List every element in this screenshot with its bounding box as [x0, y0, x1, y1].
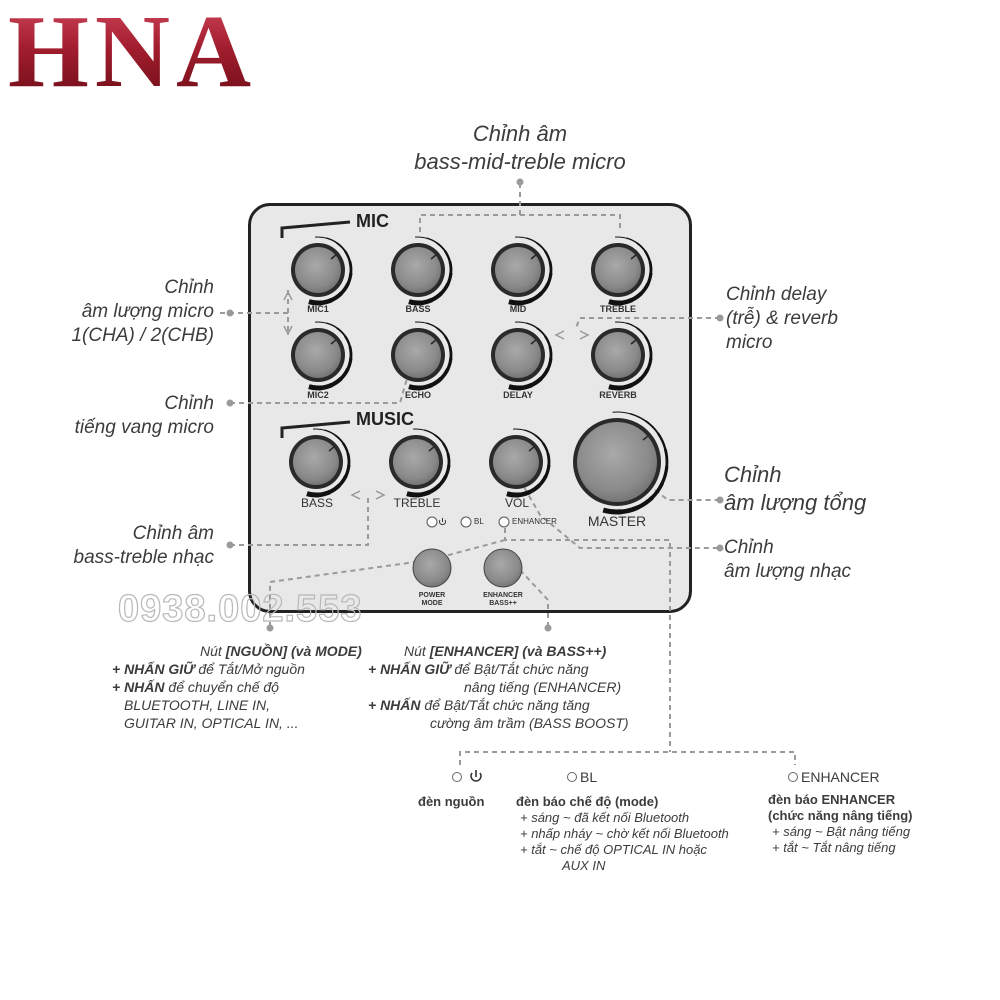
- knob-label-mid: MID: [509, 304, 527, 314]
- annotation-line: Chỉnh âm: [132, 523, 214, 544]
- led-label-bl: BL: [474, 517, 484, 526]
- annotation-line: âm lượng nhạc: [724, 561, 852, 582]
- knob-label-bass: BASS: [405, 304, 431, 314]
- legend-item: + sáng ~ Bật nâng tiếng: [772, 824, 911, 839]
- button-label-line: BASS++: [489, 600, 517, 607]
- power-icon: [439, 518, 445, 525]
- enhancer-bass-label: [473, 592, 533, 608]
- legend-power-label: đèn nguồn: [418, 794, 485, 809]
- legend-enhancer-label: đèn báo ENHANCER: [768, 792, 896, 807]
- button-label-line: ENHANCER: [483, 592, 523, 599]
- annotation-line: Chỉnh delay: [726, 284, 827, 305]
- legend-bl: [516, 794, 776, 874]
- legend-bl-led: [568, 773, 577, 782]
- desc-text: để chuyển chế độ: [164, 679, 279, 695]
- power-led: [427, 517, 437, 527]
- mid-knob[interactable]: [491, 237, 551, 303]
- legend-enhancer-sub: (chức năng nâng tiếng): [768, 808, 913, 823]
- knob-label-echo: ECHO: [404, 390, 431, 400]
- legend-enhancer-led: [789, 773, 798, 782]
- master-knob[interactable]: [573, 412, 667, 512]
- desc-title: [ENHANCER] (và BASS++): [429, 643, 607, 659]
- mic1-knob[interactable]: [291, 237, 351, 303]
- mic-section-title: MIC: [356, 211, 389, 231]
- legend-enhancer: [768, 792, 968, 856]
- legend-item: + tắt ~ Tắt nâng tiếng: [772, 840, 896, 855]
- power-mode-label: [402, 592, 462, 608]
- knob-label-mic1: MIC1: [307, 304, 329, 314]
- bl-led: [461, 517, 471, 527]
- desc-text: GUITAR IN, OPTICAL IN, ...: [124, 715, 299, 731]
- knob-label-reverb: REVERB: [599, 390, 637, 400]
- desc-text: BLUETOOTH, LINE IN,: [124, 697, 270, 713]
- annotation-line: (trễ) & reverb: [726, 308, 838, 329]
- annotation-line: Chỉnh âm: [472, 121, 568, 146]
- button-label-line: POWER: [418, 592, 446, 599]
- knob-label-treble: TREBLE: [600, 304, 636, 314]
- brand-logo: HNA: [8, 0, 258, 109]
- desc-text: nâng tiếng (ENHANCER): [464, 679, 622, 695]
- enhancer-button-description: [368, 642, 668, 732]
- treble-knob[interactable]: [591, 237, 651, 303]
- legend-power-led: [453, 773, 462, 782]
- desc-bold: + NHẤN GIỮ: [112, 661, 195, 677]
- legend-bl-label: đèn báo chế độ (mode): [516, 794, 659, 809]
- vol-knob[interactable]: [489, 429, 549, 495]
- legend-power: [418, 794, 484, 810]
- annotation-line: micro: [726, 332, 773, 353]
- legend-item: + tắt ~ chế độ OPTICAL IN hoặc: [520, 842, 707, 857]
- enhancer-bass-button[interactable]: [484, 549, 522, 587]
- music-section-title: MUSIC: [356, 409, 414, 429]
- annotation-line: 1(CHA) / 2(CHB): [71, 325, 214, 346]
- echo-knob[interactable]: [391, 322, 451, 388]
- annotation-line: Chỉnh: [164, 393, 214, 414]
- power-icon: [471, 770, 481, 781]
- annotation-line: Chỉnh: [164, 277, 214, 298]
- desc-bold: + NHẤN: [112, 679, 165, 695]
- power-button-description: [112, 642, 372, 732]
- desc-title-prefix: Nút: [404, 643, 430, 659]
- annotation-line: Chỉnh: [724, 537, 774, 558]
- desc-text: để Bật/Tắt chức năng: [450, 661, 589, 677]
- annotation-line: tiếng vang micro: [74, 417, 214, 438]
- music-treble-knob[interactable]: [389, 429, 449, 495]
- knob-label-master: MASTER: [587, 513, 647, 529]
- desc-text: cường âm trầm (BASS BOOST): [430, 715, 629, 731]
- bass-knob[interactable]: [391, 237, 451, 303]
- desc-bold: + NHẤN GIỮ: [368, 661, 451, 677]
- annotation-line: bass-treble nhạc: [73, 547, 214, 568]
- desc-text: để Bật/Tắt chức năng tăng: [420, 697, 590, 713]
- desc-bold: + NHẤN: [368, 697, 421, 713]
- phone-watermark: 0938.002.553: [118, 588, 363, 630]
- annotation-line: Chỉnh: [724, 462, 782, 487]
- knob-label-vol: VOL: [504, 496, 529, 510]
- annotation-line: âm lượng tổng: [724, 490, 867, 515]
- annotation-line: âm lượng micro: [81, 301, 214, 322]
- legend-enhancer-led-label: ENHANCER: [801, 769, 880, 785]
- knob-label-music-treble: TREBLE: [393, 496, 441, 510]
- mic2-knob[interactable]: [291, 322, 351, 388]
- knob-label-delay: DELAY: [503, 390, 533, 400]
- annotation-line: bass-mid-treble micro: [414, 149, 626, 174]
- desc-title: [NGUỒN] (và MODE): [225, 643, 362, 659]
- enhancer-led: [499, 517, 509, 527]
- legend-item: + sáng ~ đã kết nối Bluetooth: [520, 810, 690, 825]
- desc-title-prefix: Nút: [200, 643, 226, 659]
- power-mode-button[interactable]: [413, 549, 451, 587]
- knob-label-music-bass: BASS: [300, 496, 333, 510]
- legend-item: AUX IN: [562, 858, 606, 873]
- desc-text: để Tắt/Mở nguồn: [194, 661, 305, 677]
- legend-bl-led-label: BL: [580, 769, 598, 785]
- reverb-knob[interactable]: [591, 322, 651, 388]
- music-bass-knob[interactable]: [289, 429, 349, 495]
- button-label-line: MODE: [421, 600, 443, 607]
- delay-knob[interactable]: [491, 322, 551, 388]
- legend-item: + nhấp nháy ~ chờ kết nối Bluetooth: [520, 826, 729, 841]
- knob-label-mic2: MIC2: [307, 390, 329, 400]
- led-label-enhancer: ENHANCER: [512, 517, 557, 526]
